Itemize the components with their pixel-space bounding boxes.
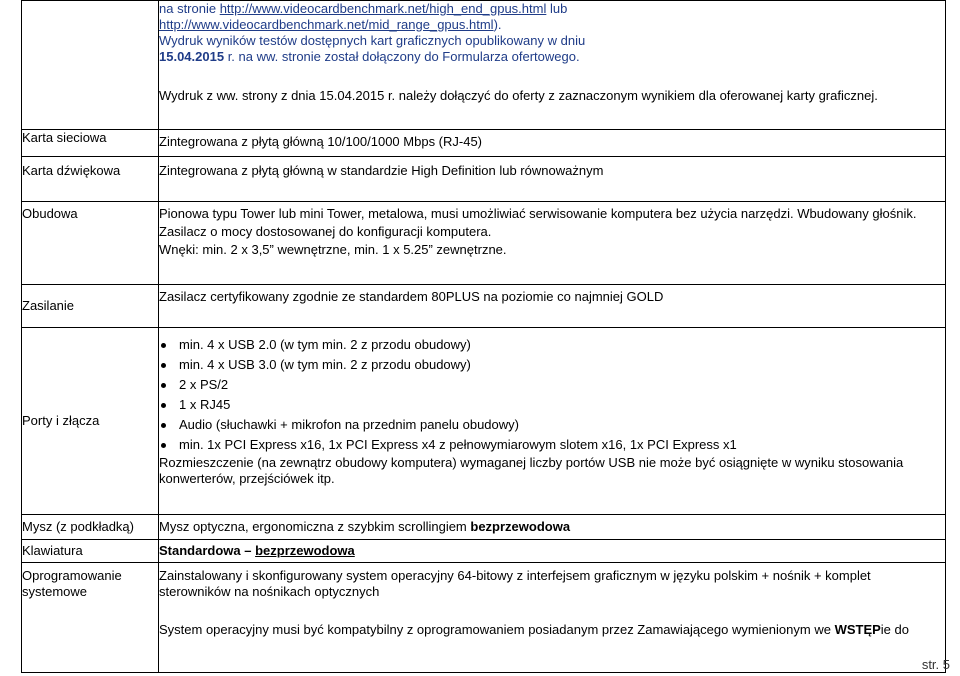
row-value-sound: Zintegrowana z płytą główną w standardzie High Definition lub równoważnym — [159, 157, 946, 202]
table-row-psu — [22, 285, 946, 328]
row-label-software: Oprogramowanie systemowe — [22, 563, 159, 673]
row-value-psu: Zasilacz certyfikowany zgodnie ze standardem 80PLUS na poziomie co najmniej GOLD — [159, 285, 946, 328]
row-value-case — [159, 202, 946, 285]
list-item: min. 4 x USB 2.0 (w tym min. 2 z przodu obudowy) — [159, 337, 945, 353]
compat-suffix: ie do — [880, 622, 909, 637]
case-line-3: Wnęki: min. 2 x 3,5” wewnętrzne, min. 1 x 5.25” zewnętrzne. — [159, 242, 507, 257]
software-compatibility — [159, 622, 945, 638]
line1-prefix: na stronie — [159, 1, 220, 16]
results-printout-text: Wydruk wyników testów dostępnych kart graficznych opublikowany w dniu — [159, 33, 586, 48]
row-label-keyboard: Klawiatura — [22, 540, 159, 563]
link-high-end-gpus[interactable]: http://www.videocardbenchmark.net/high_end_gpus.html — [219, 1, 547, 16]
table-row-software — [22, 563, 946, 673]
list-item: 1 x RJ45 — [159, 397, 945, 413]
software-requirement: Zainstalowany i skonfigurowany system operacyjny 64-bitowy z interfejsem graficznym w języku polskim + nośnik + komplet sterowników na nośnikach optycznych — [159, 568, 871, 599]
page-number: str. 5 — [921, 657, 950, 672]
row-label-psu: Zasilanie — [22, 285, 159, 328]
row-label-sound: Karta dźwiękowa — [22, 157, 159, 202]
compat-text: System operacyjny musi być kompatybilny z oprogramowaniem posiadanym przez Zamawiającego wymienionym we — [159, 622, 835, 637]
keyboard-wireless: bezprzewodowa — [255, 543, 355, 558]
list-item: min. 1x PCI Express x16, 1x PCI Express x4 z pełnowymiarowym slotem x16, 1x PCI Express x1 — [159, 437, 945, 453]
ports-list — [159, 337, 945, 453]
top-text-cell — [159, 1, 946, 130]
attachment-note: r. na ww. stronie został dołączony do Formularza ofertowego. — [224, 49, 580, 64]
case-line-2: Zasilacz o mocy dostosowanej do konfiguracji komputera. — [159, 224, 492, 239]
row-value-software — [159, 563, 946, 673]
table-row-keyboard — [22, 540, 946, 563]
mouse-description: Mysz optyczna, ergonomiczna z szybkim scrollingiem — [159, 519, 471, 534]
table-row-case — [22, 202, 946, 285]
line2-suffix: ). — [493, 17, 502, 32]
specification-table — [21, 0, 946, 673]
table-row-ports — [22, 328, 946, 515]
row-label-network: Karta sieciowa — [22, 130, 159, 157]
case-line-1: Pionowa typu Tower lub mini Tower, metalowa, musi umożliwiać serwisowanie komputera bez użycia narzędzi. Wbudowany głośnik. — [159, 206, 917, 221]
table-row-network — [22, 130, 946, 157]
list-item: min. 4 x USB 3.0 (w tym min. 2 z przodu obudowy) — [159, 357, 945, 373]
table-row-mouse — [22, 515, 946, 540]
row-value-mouse — [159, 515, 946, 540]
row-value-network: Zintegrowana z płytą główną 10/100/1000 Mbps (RJ-45) — [159, 130, 946, 157]
keyboard-standard: Standardowa – — [159, 543, 256, 558]
compat-bold: WSTĘP — [834, 622, 881, 637]
row-value-ports — [159, 328, 946, 515]
row-label-case: Obudowa — [22, 202, 159, 285]
list-item: 2 x PS/2 — [159, 377, 945, 393]
table-row-top — [22, 1, 946, 130]
line1-mid: lub — [546, 1, 568, 16]
empty-label-cell — [22, 1, 159, 130]
ports-note: Rozmieszczenie (na zewnątrz obudowy komputera) wymaganej liczby portów USB nie może być osiągnięte w wyniku stosowania konwerterów, przejściówek itp. — [159, 455, 904, 486]
row-label-mouse: Mysz (z podkładką) — [22, 515, 159, 540]
link-mid-range-gpus[interactable]: http://www.videocardbenchmark.net/mid_range_gpus.html — [159, 17, 494, 32]
row-label-ports: Porty i złącza — [22, 328, 159, 515]
publication-date: 15.04.2015 — [159, 49, 225, 64]
list-item: Audio (słuchawki + mikrofon na przednim panelu obudowy) — [159, 417, 945, 433]
table-row-sound — [22, 157, 946, 202]
printout-note: Wydruk z ww. strony z dnia 15.04.2015 r. należy dołączyć do oferty z zaznaczonym wynikiem dla oferowanej karty graficznej. — [159, 88, 878, 103]
mouse-wireless: bezprzewodowa — [470, 519, 571, 534]
row-value-keyboard — [159, 540, 946, 563]
top-paragraph — [159, 1, 945, 65]
